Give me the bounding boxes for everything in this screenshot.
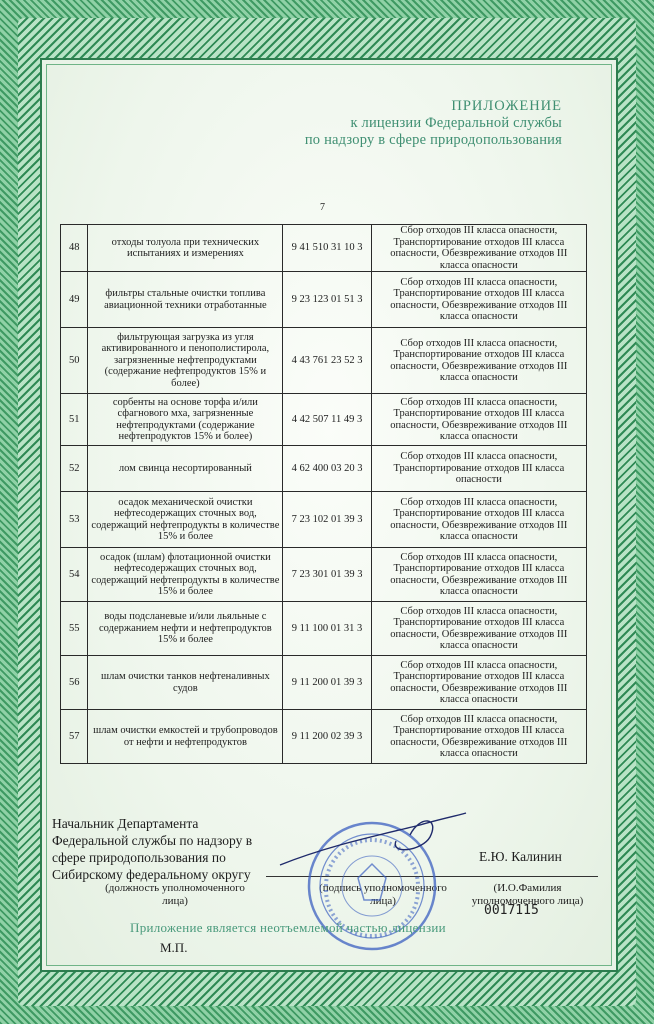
waste-name: сорбенты на основе торфа и/или сфагнового мха, загрязненные нефтепродуктами (содержание нефтепродуктов 15% и более)	[88, 394, 283, 446]
table-row	[61, 446, 587, 492]
table-row	[61, 492, 587, 548]
page-number: 7	[320, 202, 325, 213]
activity-types: Сбор отходов III класса опасности, Транспортирование отходов III класса опасности, Обезвреживание отходов III класса опасности	[371, 272, 586, 328]
row-number: 52	[61, 446, 88, 492]
waste-table	[60, 224, 587, 764]
table-row	[61, 328, 587, 394]
waste-name: осадок (шлам) флотационной очистки нефтесодержащих сточных вод, содержащий нефтепродукты в количестве 15% и более	[88, 548, 283, 602]
position-line: Начальник Департамента	[52, 816, 199, 831]
table-row	[61, 602, 587, 656]
activity-types: Сбор отходов III класса опасности, Транспортирование отходов III класса опасности, Обезвреживание отходов III класса опасности	[371, 548, 586, 602]
signatory-position	[52, 815, 252, 883]
waste-name: осадок механической очистки нефтесодержащих сточных вод, содержащий нефтепродукты в количестве 15% и более	[88, 492, 283, 548]
activity-types: Сбор отходов III класса опасности, Транспортирование отходов III класса опасности, Обезвреживание отходов III класса опасности	[371, 328, 586, 394]
activity-types: Сбор отходов III класса опасности, Транспортирование отходов III класса опасности, Обезвреживание отходов III класса опасности	[371, 492, 586, 548]
table-row	[61, 394, 587, 446]
table-row	[61, 710, 587, 764]
activity-types: Сбор отходов III класса опасности, Транспортирование отходов III класса опасности, Обезвреживание отходов III класса опасности	[371, 656, 586, 710]
appendix-footer-note: Приложение является неотъемлемой частью лицензии	[130, 920, 446, 935]
header-line3: по надзору в сфере природопользования	[304, 132, 562, 148]
row-number: 50	[61, 328, 88, 394]
activity-types: Сбор отходов III класса опасности, Транспортирование отходов III класса опасности, Обезвреживание отходов III класса опасности	[371, 710, 586, 764]
fkko-code: 4 62 400 03 20 3	[283, 446, 371, 492]
row-number: 55	[61, 602, 88, 656]
fkko-code: 7 23 102 01 39 3	[283, 492, 371, 548]
signatory-name: Е.Ю. Калинин	[479, 849, 562, 864]
fkko-code: 4 42 507 11 49 3	[283, 394, 371, 446]
caption-signature: (подпись уполномоченного лица)	[319, 882, 447, 907]
position-line: Сибирскому федеральному округу	[52, 867, 251, 882]
activity-types: Сбор отходов III класса опасности, Транспортирование отходов III класса опасности	[371, 446, 586, 492]
waste-name: шлам очистки емкостей и трубопроводов от нефти и нефтепродуктов	[88, 710, 283, 764]
row-number: 53	[61, 492, 88, 548]
row-number: 54	[61, 548, 88, 602]
table-row	[61, 656, 587, 710]
caption-position: (должность уполномоченного лица)	[105, 882, 245, 907]
form-serial-number: 0017115	[484, 903, 539, 918]
appendix-header	[305, 98, 562, 149]
row-number: 48	[61, 225, 88, 272]
activity-types: Сбор отходов III класса опасности, Транспортирование отходов III класса опасности, Обезвреживание отходов III класса опасности	[371, 394, 586, 446]
activity-types: Сбор отходов III класса опасности, Транспортирование отходов III класса опасности, Обезвреживание отходов III класса опасности	[371, 225, 586, 272]
fkko-code: 9 11 100 01 31 3	[283, 602, 371, 656]
activity-types: Сбор отходов III класса опасности, Транспортирование отходов III класса опасности, Обезвреживание отходов III класса опасности	[371, 602, 586, 656]
waste-name: лом свинца несортированный	[88, 446, 283, 492]
fkko-code: 4 43 761 23 52 3	[283, 328, 371, 394]
handwritten-signature	[270, 805, 470, 885]
row-number: 57	[61, 710, 88, 764]
waste-name: фильтрующая загрузка из угля активированного и пенополистирола, загрязненные нефтепродуктами (содержание нефтепродуктов 15% и более)	[88, 328, 283, 394]
table-row	[61, 272, 587, 328]
fkko-code: 7 23 301 01 39 3	[283, 548, 371, 602]
fkko-code: 9 11 200 01 39 3	[283, 656, 371, 710]
seal-place-label: М.П.	[160, 940, 188, 955]
header-line2: к лицензии Федеральной службы	[350, 115, 562, 131]
waste-name: фильтры стальные очистки топлива авиационной техники отработанные	[88, 272, 283, 328]
fkko-code: 9 11 200 02 39 3	[283, 710, 371, 764]
fkko-code: 9 23 123 01 51 3	[283, 272, 371, 328]
position-line: Федеральной службы по надзору в	[52, 833, 253, 848]
table-row	[61, 548, 587, 602]
waste-name: воды подсланевые и/или льяльные с содержанием нефти и нефтепродуктов 15% и более	[88, 602, 283, 656]
waste-name: отходы толуола при технических испытаниях и измерениях	[88, 225, 283, 272]
row-number: 49	[61, 272, 88, 328]
row-number: 56	[61, 656, 88, 710]
table-row	[61, 225, 587, 272]
header-title: ПРИЛОЖЕНИЕ	[451, 98, 562, 114]
caption-name: (И.О.Фамилия уполномоченного лица)	[471, 882, 584, 907]
fkko-code: 9 41 510 31 10 3	[283, 225, 371, 272]
waste-name: шлам очистки танков нефтеналивных судов	[88, 656, 283, 710]
row-number: 51	[61, 394, 88, 446]
position-line: сфере природопользования по	[52, 850, 226, 865]
